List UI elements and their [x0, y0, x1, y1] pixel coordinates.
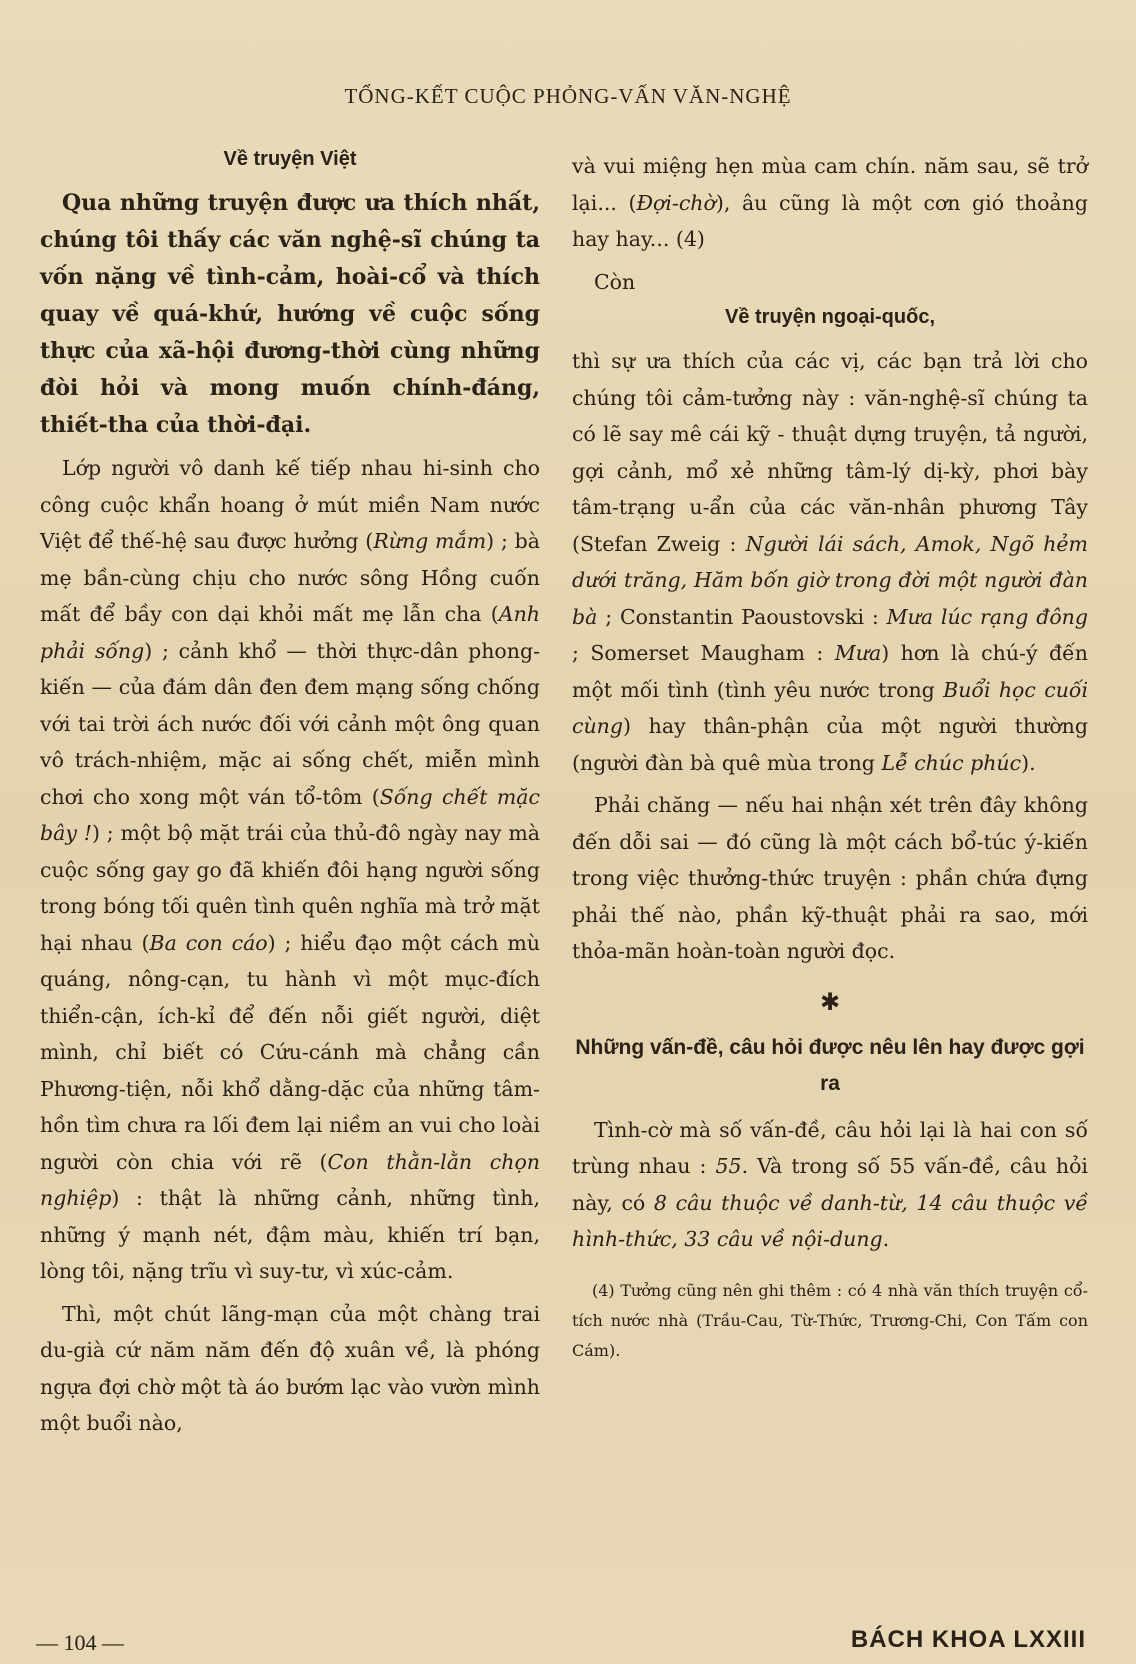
- text-run: Tình-cờ mà số vấn-đề, câu hỏi lại là hai con số trùng nhau :: [572, 1117, 1088, 1178]
- text-run: .: [882, 1227, 890, 1251]
- journal-title: BÁCH KHOA LXXIII: [850, 1626, 1086, 1653]
- italic-title: Người lái sách, Amok, Ngõ hẻm dưới trăng, Hăm bốn giờ trong đời một người đàn bà: [572, 531, 1088, 629]
- text-run: ) ; cảnh khổ — thời thực-dân phong-kiến — của đám dân đen đem mạng sống chống với tai trời ách nước đối với cảnh một ông quan vô trách-nhiệm, mặc ai sống chết, miễn mình chơi cho xong một ván tổ-tôm (: [40, 638, 541, 809]
- italic-title: 8 câu thuộc về danh-từ, 14 câu thuộc về hình-thức, 33 câu về nội-dung: [572, 1190, 1088, 1251]
- body-paragraph: Phải chăng — nếu hai nhận xét trên đây không đến dỗi sai — đó cũng là một cách bổ-túc ý-kiến trong việc thưởng-thức truyện : phần chứa đựng phải thế nào, phần kỹ-thuật phải ra sao, mới thỏa-mãn hoàn-toàn người đọc.: [572, 793, 1088, 963]
- body-paragraph: [572, 1112, 1088, 1258]
- text-run: ), âu cũng là một cơn gió thoảng hay hay... (4): [572, 190, 1088, 251]
- italic-title: Rừng mắm: [373, 529, 487, 553]
- body-paragraph: [572, 343, 1088, 781]
- italic-title: Con thằn-lằn chọn nghiệp: [40, 1149, 541, 1210]
- text-run: ).: [1021, 750, 1036, 775]
- italic-title: Mưa lúc rạng đông: [886, 604, 1088, 629]
- text-run: ; Constantin Paoustovski :: [597, 604, 887, 629]
- italic-title: Sống chết mặc bây !: [40, 784, 540, 845]
- body-paragraph: Thì, một chút lãng-mạn của một chàng trai du-già cứ năm năm đến độ xuân về, là phóng ngựa đợi chờ một tà áo bướm lạc vào vườn mình một buổi nào,: [40, 1301, 540, 1435]
- text-run: . Và trong số 55 vấn-đề, câu hỏi này, có: [572, 1154, 1088, 1215]
- section-heading-foreign-stories: Về truyện ngoại-quốc,: [724, 306, 936, 328]
- text-run: ) hơn là chú-ý đến một mối tình (tình yêu nước trong: [572, 641, 1088, 702]
- italic-title: Mưa: [834, 641, 882, 665]
- right-column: [572, 148, 1088, 1382]
- intro-paragraph: Qua những truyện được ưa thích nhất, chúng tôi thấy các văn nghệ-sĩ chúng ta vốn nặng về tình-cảm, hoài-cổ và thích quay về quá-khứ, hướng về cuộc sống thực của xã-hội đương-thời cùng những đòi hỏi và mong muốn chính-đáng, thiết-tha của thời-đại.: [40, 190, 540, 438]
- italic-title: 55: [715, 1154, 742, 1178]
- italic-title: Anh phải sống: [40, 602, 540, 663]
- left-column: [40, 148, 540, 1442]
- running-head: TỔNG-KẾT CUỘC PHỎNG-VẤN VĂN-NGHỆ: [344, 84, 792, 108]
- italic-title: Buổi học cuối cùng: [572, 677, 1088, 738]
- asterisk-separator-icon: ✱: [819, 987, 841, 1016]
- text-run: thì sự ưa thích của các vị, các bạn trả lời cho chúng tôi cảm-tưởng này : văn-nghệ-sĩ chúng ta có lẽ say mê cái kỹ - thuật dựng truyện, tả người, gợi cảnh, mổ xẻ những tâm-lý dị-kỳ, phơi bày tâm-trạng u-ẩn của các văn-nhân phương Tây (Stefan Zweig :: [572, 349, 1088, 556]
- footnote: (4) Tưởng cũng nên ghi thêm : có 4 nhà văn thích truyện cổ-tích nước nhà (Trầu-Cau, Từ-Thức, Trương-Chi, Con Tấm con Cám).: [572, 1280, 1088, 1360]
- body-paragraph: Còn: [594, 269, 636, 294]
- text-run: Lớp người vô danh kế tiếp nhau hi-sinh cho công cuộc khẩn hoang ở mút miền Nam nước Việt để thế-hệ sau được hưởng (: [40, 456, 540, 553]
- text-run: ) ; bà mẹ bần-cùng chịu cho nước sông Hồng cuốn mất để bầy con dại khỏi mất mẹ lẫn cha (: [40, 529, 540, 626]
- text-run: ) ; một bộ mặt trái của thủ-đô ngày nay mà cuộc sống gay go đã khiến đôi hạng người sống trong bóng tối quên tình quên nghĩa mà trở mặt hại nhau (: [40, 821, 540, 955]
- page-number: — 104 —: [36, 1630, 124, 1655]
- section-heading-vietnamese-stories: Về truyện Việt: [223, 148, 357, 170]
- text-run: ) ; hiểu đạo một cách mù quáng, nông-cạn, tu hành vì một mục-đích thiển-cận, ích-kỉ để đến nỗi giết người, diệt mình, chỉ biết có Cứu-cánh mà chẳng cần Phương-tiện, nỗi khổ dằng-dặc của những tâm-hồn tìm chưa ra lối đem lại niềm an vui cho loài người còn chia với rẽ (: [40, 930, 541, 1174]
- body-paragraph: [40, 450, 540, 1290]
- text-run: ) hay thân-phận của một người thường (người đàn bà quê mùa trong: [572, 714, 1088, 775]
- text-run: và vui miệng hẹn mùa cam chín. năm sau, sẽ trở lại... (: [572, 154, 1088, 215]
- italic-title: Đợi-chờ: [636, 190, 716, 215]
- italic-title: Lễ chúc phúc: [881, 750, 1022, 775]
- italic-title: Ba con cáo: [149, 930, 268, 955]
- subheading-questions: Những vấn-đề, câu hỏi được nêu lên hay được gợi ra: [575, 1035, 1085, 1095]
- body-paragraph: [572, 148, 1088, 258]
- text-run: ) : thật là những cảnh, những tình, những ý mạnh nét, đậm màu, khiến trí bạn, lòng tôi, nặng trĩu vì suy-tư, vì xúc-cảm.: [40, 1186, 540, 1283]
- text-run: ; Somerset Maugham :: [572, 641, 835, 665]
